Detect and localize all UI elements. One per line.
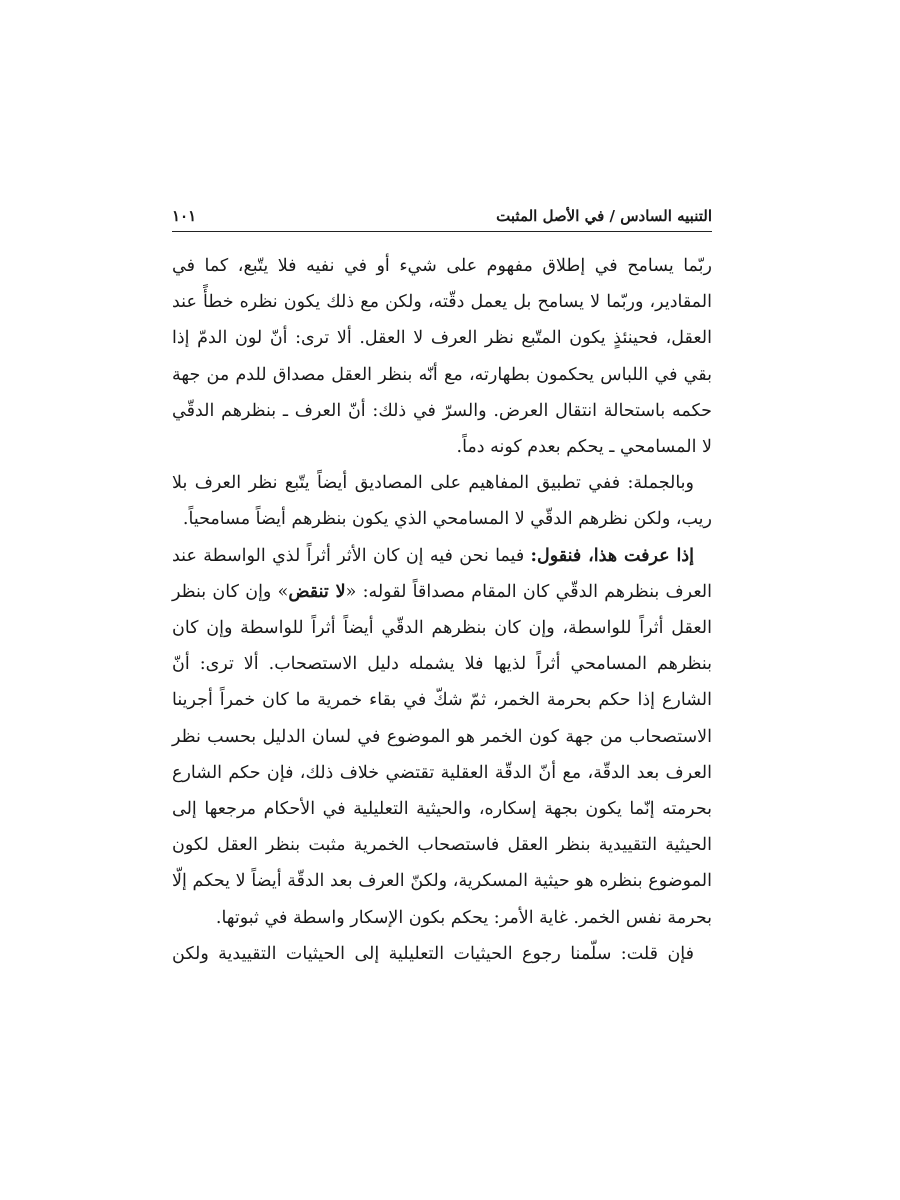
paragraph-2: وبالجملة: ففي تطبيق المفاهيم على المصاديق أيضاً يتّبع نظر العرف بلا ريب، ولكن نظرهم الدقّي لا المسامحي الذي يكون بنظرهم أيضاً مسامحياً. (172, 473, 712, 530)
paragraph-3-text-b: » وإن كان بنظر العقل أثراً للواسطة، وإن كان بنظرهم الدقّي أيضاً أثراً للواسطة وإن كان بنظرهم المسامحي أثراً لذيها فلا يشمله دليل الاستصحاب. ألا ترى: أنّ الشارع إذا حكم بحرمة الخمر، ثمّ شكّ في بقاء خمرية ما كان خمراً أجرينا الاستصحاب من جهة كون الخمر هو الموضوع في لسان الدليل بحسب نظر العرف بعد الدقّة، مع أنّ الدقّة العقلية تقتضي خلاف ذلك، فإن حكم الشارع بحرمته إنّما يكون بجهة إسكاره، والحيثية التعليلية في الأحكام مرجعها إلى الحيثية التقييدية بنظر العقل فاستصحاب الخمرية مثبت بنظر العقل لكون الموضوع بنظره هو حيثية المسكرية، ولكنّ العرف بعد الدقّة أيضاً لا يحكم إلّا بحرمة نفس الخمر. غاية الأمر: يحكم بكون الإسكار واسطة في ثبوتها. (172, 581, 712, 928)
paragraph-3-quote: لا تنقض (288, 581, 346, 602)
paragraph-3-lead: إذا عرفت هذا، فنقول: (530, 545, 694, 566)
page-number: ١٠١ (172, 207, 197, 225)
running-header (172, 204, 712, 228)
section-title: التنبيه السادس / في الأصل المثبت (496, 207, 712, 225)
paragraph-3-text-a: فيما نحن فيه إن كان الأثر أثراً لذي الواسطة عند العرف بنظرهم الدقّي كان المقام مصداقاً لقوله: « (172, 545, 712, 602)
body-text (172, 248, 712, 972)
paragraph-1: ربّما يسامح في إطلاق مفهوم على شيء أو في نفيه فلا يتّبع، كما في المقادير، وربّما لا يسامح بل يعمل دقّته، ولكن مع ذلك يكون نظره خطأً عند العقل، فحينئذٍ يكون المتّبع نظر العرف لا العقل. ألا ترى: أنّ لون الدمّ إذا بقي في اللباس يحكمون بطهارته، مع أنّه بنظر العقل مصداق للدم من جهة حكمه باستحالة انتقال العرض. والسرّ في ذلك: أنّ العرف ـ بنظرهم الدقّي لا المسامحي ـ يحكم بعدم كونه دماً. (172, 256, 712, 458)
paragraph-3 (172, 538, 712, 936)
header-rule (172, 231, 712, 232)
paragraph-4: فإن قلت: سلّمنا رجوع الحيثيات التعليلية إلى الحيثيات التقييدية ولكن (172, 943, 694, 964)
